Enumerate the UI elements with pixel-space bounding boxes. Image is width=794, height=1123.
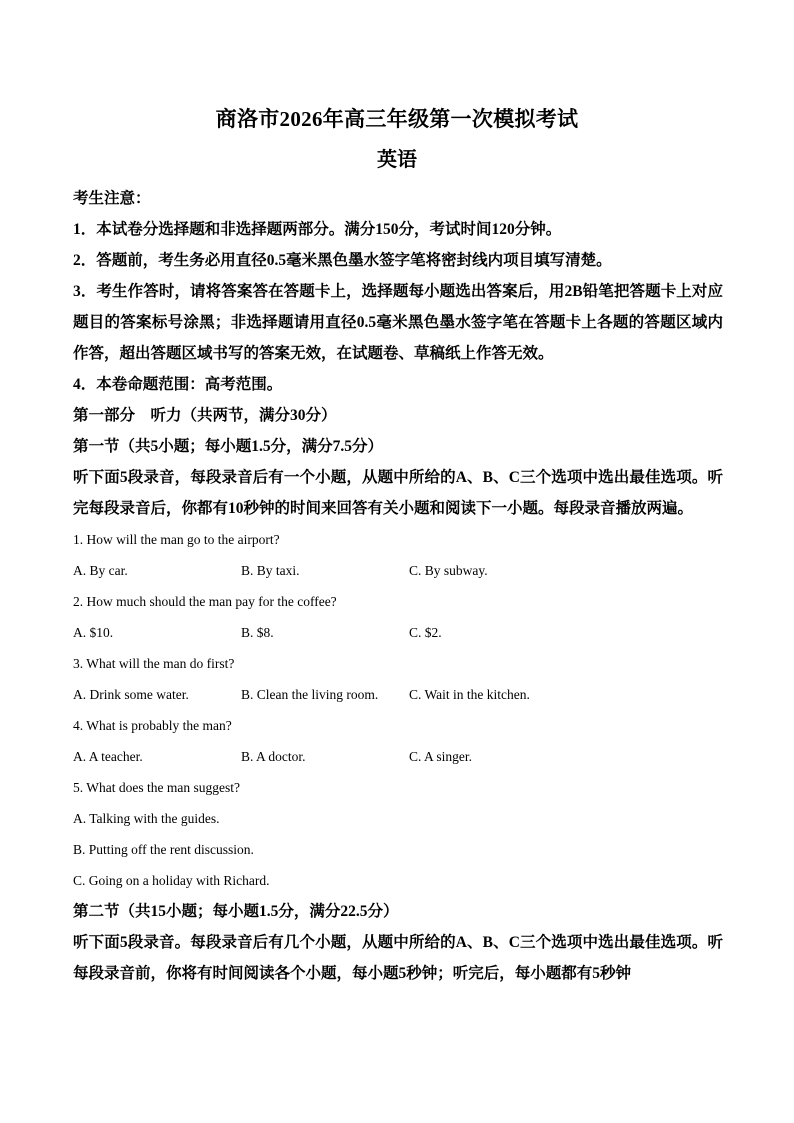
- option-c: C. By subway.: [409, 563, 488, 578]
- question-4: [73, 710, 723, 772]
- option-b: B. $8.: [241, 625, 274, 640]
- question-text: 2. How much should the man pay for the coffee?: [73, 594, 337, 609]
- option-a: A. A teacher.: [73, 749, 143, 764]
- option-b: B. A doctor.: [241, 749, 306, 764]
- question-3: [73, 648, 723, 710]
- part1-heading: 第一部分 听力（共两节，满分30分）: [73, 407, 337, 424]
- option-a: A. Drink some water.: [73, 687, 189, 702]
- option-c: C. $2.: [409, 625, 442, 640]
- subject-title: 英语: [377, 149, 417, 171]
- option-b: B. Clean the living room.: [241, 687, 379, 702]
- option-c: C. A singer.: [409, 749, 473, 764]
- section1-heading: 第一节（共5小题；每小题1.5分，满分7.5分）: [73, 438, 384, 455]
- option-a: A. Talking with the guides.: [73, 811, 220, 826]
- option-c: C. Going on a holiday with Richard.: [73, 873, 270, 888]
- question-2: [73, 586, 723, 648]
- question-options: [73, 555, 723, 586]
- question-options: [73, 679, 723, 710]
- question-text: 1. How will the man go to the airport?: [73, 532, 280, 547]
- option-a: A. $10.: [73, 625, 114, 640]
- section2-instruction: 听下面5段录音。每段录音后有几个小题，从题中所给的A、B、C三个选项中选出最佳选项。听每段录音前，你将有时间阅读各个小题，每小题5秒钟；听完后，每小题都有5秒钟: [73, 934, 723, 982]
- option-a: A. By car.: [73, 563, 128, 578]
- question-text: 4. What is probably the man?: [73, 718, 232, 733]
- notice-item-4: 4．本卷命题范围：高考范围。: [73, 376, 283, 393]
- option-c: C. Wait in the kitchen.: [409, 687, 530, 702]
- option-b: B. Putting off the rent discussion.: [73, 842, 254, 857]
- question-text: 3. What will the man do first?: [73, 656, 235, 671]
- question-options: [73, 741, 723, 772]
- question-text: 5. What does the man suggest?: [73, 780, 240, 795]
- question-options: [73, 617, 723, 648]
- notice-heading: 考生注意：: [73, 190, 151, 207]
- section1-instruction: 听下面5段录音，每段录音后有一个小题，从题中所给的A、B、C三个选项中选出最佳选项。听完每段录音后，你都有10秒钟的时间来回答有关小题和阅读下一小题。每段录音播放两遍。: [73, 469, 723, 517]
- notice-item-1: 1．本试卷分选择题和非选择题两部分。满分150分，考试时间120分钟。: [73, 221, 562, 238]
- exam-content: [73, 183, 723, 989]
- notice-item-3: 3．考生作答时，请将答案答在答题卡上，选择题每小题选出答案后，用2B铅笔把答题卡上对应题目的答案标号涂黑；非选择题请用直径0.5毫米黑色墨水签字笔在答题卡上各题的答题区域内作答，超出答题区域书写的答案无效，在试题卷、草稿纸上作答无效。: [73, 283, 723, 362]
- section2-heading: 第二节（共15小题；每小题1.5分，满分22.5分）: [73, 903, 399, 920]
- question-1: [73, 524, 723, 586]
- option-b: B. By taxi.: [241, 563, 300, 578]
- notice-item-2: 2．答题前，考生务必用直径0.5毫米黑色墨水签字笔将密封线内项目填写清楚。: [73, 252, 612, 269]
- question-5: [73, 772, 723, 896]
- exam-title: 商洛市2026年高三年级第一次模拟考试: [215, 107, 579, 131]
